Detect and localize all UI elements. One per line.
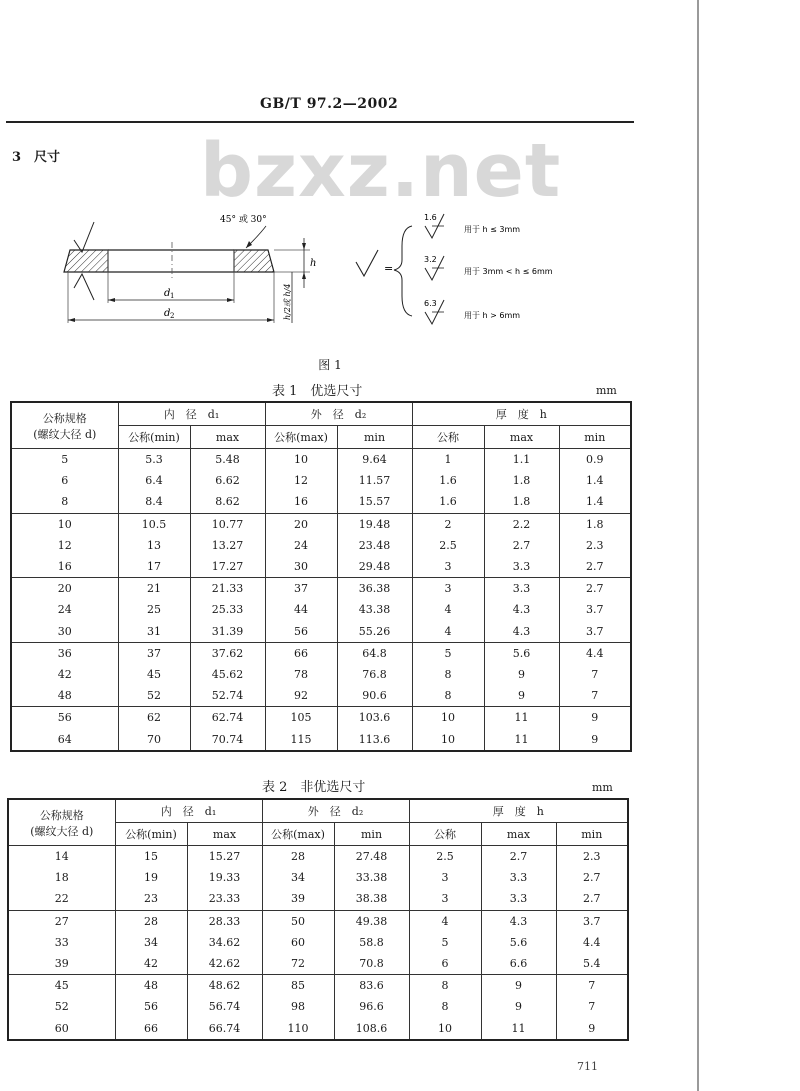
table-row [11,685,631,707]
table-row [11,707,631,729]
inner-max-cell: 34.62 [187,932,262,953]
thickness-min-cell: 5.4 [556,953,628,975]
nominal-size-header [8,799,115,846]
thickness-min-cell: 9 [559,707,631,729]
thickness-min-cell: 3.7 [556,910,628,932]
table1-caption: 表 1 优选尺寸 [272,384,363,399]
inner-nominal-cell: 37 [118,642,190,664]
outer-nominal-cell: 37 [265,578,337,600]
thickness-nominal-cell: 4 [409,910,481,932]
inner-nominal-cell: 19 [115,867,187,888]
thickness-min-cell: 2.3 [556,846,628,868]
inner-max-cell: 5.48 [190,449,265,471]
outer-min-header: min [337,426,412,449]
thickness-max-cell: 3.3 [481,888,556,910]
d1-subscript: 1 [170,292,175,300]
nominal-size-cell: 30 [11,621,118,643]
thickness-min-cell: 4.4 [556,932,628,953]
nominal-size-cell: 36 [11,642,118,664]
outer-min-cell: 55.26 [337,621,412,643]
table-row [8,932,628,953]
inner-max-cell: 48.62 [187,975,262,997]
nominal-size-cell: 12 [11,535,118,556]
inner-max-cell: 31.39 [190,621,265,643]
inner-nominal-cell: 52 [118,685,190,707]
inner-nominal-cell: 66 [115,1018,187,1040]
table1 [10,401,632,752]
outer-min-cell: 38.38 [334,888,409,910]
nominal-size-cell: 10 [11,513,118,535]
h-half-label: h/2或 h/4 [283,283,292,320]
inner-nominal-cell: 62 [118,707,190,729]
table-row [8,1018,628,1040]
roughness-3-value: 6.3 [424,299,437,308]
outer-diameter-header: 外 径 d₂ [265,402,412,426]
thickness-min-cell: 9 [559,728,631,750]
thickness-min-cell: 7 [559,685,631,707]
outer-nominal-cell: 39 [262,888,334,910]
thickness-nominal-cell: 6 [409,953,481,975]
outer-min-cell: 49.38 [334,910,409,932]
thickness-min-cell: 7 [556,975,628,997]
thickness-max-cell: 11 [484,728,559,750]
outer-nominal-cell: 98 [262,996,334,1017]
outer-nominal-cell: 66 [265,642,337,664]
nominal-size-header-line1: 公称规格 [42,411,87,425]
thickness-nominal-cell: 2 [412,513,484,535]
nominal-size-cell: 33 [8,932,115,953]
nominal-size-cell: 18 [8,867,115,888]
outer-min-cell: 15.57 [337,491,412,513]
inner-nominal-cell: 5.3 [118,449,190,471]
nominal-size-cell: 27 [8,910,115,932]
nominal-size-cell: 8 [11,491,118,513]
roughness-2-value: 3.2 [424,255,437,264]
thickness-min-cell: 4.4 [559,642,631,664]
table-row [11,449,631,471]
inner-diameter-header: 内 径 d₁ [115,799,262,823]
inner-nominal-cell: 48 [115,975,187,997]
thickness-nominal-cell: 2.5 [412,535,484,556]
thickness-max-cell: 6.6 [481,953,556,975]
thickness-max-cell: 9 [481,975,556,997]
thickness-nominal-cell: 5 [409,932,481,953]
inner-max-cell: 42.62 [187,953,262,975]
nominal-size-header-line2: (螺纹大径 d) [30,824,94,838]
table-row [11,621,631,643]
inner-max-cell: 62.74 [190,707,265,729]
outer-min-cell: 9.64 [337,449,412,471]
dimension-d2 [68,308,274,322]
table-row [11,513,631,535]
d1-label: d [164,288,171,299]
nominal-size-cell: 16 [11,556,118,578]
outer-nominal-cell: 50 [262,910,334,932]
thickness-nominal-cell: 4 [412,599,484,620]
table-row [11,535,631,556]
thickness-min-cell: 2.7 [559,556,631,578]
d2-subscript: 2 [170,312,175,320]
outer-min-cell: 36.38 [337,578,412,600]
inner-max-cell: 19.33 [187,867,262,888]
nominal-size-header-line1: 公称规格 [39,808,84,822]
outer-diameter-header: 外 径 d₂ [262,799,409,823]
thickness-min-cell: 2.7 [559,578,631,600]
thickness-nominal-cell: 10 [409,1018,481,1040]
thickness-max-header: max [481,823,556,846]
nominal-size-cell: 60 [8,1018,115,1040]
table-row [8,953,628,975]
thickness-max-cell: 2.7 [481,846,556,868]
thickness-min-cell: 0.9 [559,449,631,471]
outer-nominal-cell: 56 [265,621,337,643]
outer-nominal-cell: 30 [265,556,337,578]
inner-nominal-cell: 8.4 [118,491,190,513]
inner-max-cell: 25.33 [190,599,265,620]
thickness-max-cell: 11 [481,1018,556,1040]
thickness-nominal-cell: 3 [412,556,484,578]
thickness-min-cell: 3.7 [559,599,631,620]
nominal-size-cell: 24 [11,599,118,620]
outer-min-cell: 108.6 [334,1018,409,1040]
inner-max-cell: 15.27 [187,846,262,868]
legend-equals: = [384,262,394,275]
nominal-size-header [11,402,118,449]
inner-nominal-cell: 34 [115,932,187,953]
inner-nominal-cell: 21 [118,578,190,600]
outer-min-cell: 96.6 [334,996,409,1017]
inner-max-cell: 6.62 [190,470,265,491]
outer-nominal-cell: 16 [265,491,337,513]
thickness-min-cell: 3.7 [559,621,631,643]
outer-min-cell: 33.38 [334,867,409,888]
thickness-min-cell: 2.7 [556,888,628,910]
inner-nominal-cell: 45 [118,664,190,685]
outer-nominal-cell: 10 [265,449,337,471]
outer-nominal-header: 公称(max) [262,823,334,846]
thickness-min-cell: 2.7 [556,867,628,888]
outer-nominal-header: 公称(max) [265,426,337,449]
outer-min-header: min [334,823,409,846]
nominal-size-cell: 20 [11,578,118,600]
table1-unit: mm [596,384,617,397]
outer-nominal-cell: 92 [265,685,337,707]
outer-min-cell: 58.8 [334,932,409,953]
washer-section-figure [60,208,580,328]
h-label: h [310,258,317,269]
outer-nominal-cell: 110 [262,1018,334,1040]
roughness-entry-2 [424,255,553,280]
outer-nominal-cell: 78 [265,664,337,685]
outer-nominal-cell: 85 [262,975,334,997]
thickness-max-cell: 9 [484,664,559,685]
outer-nominal-cell: 20 [265,513,337,535]
thickness-nominal-cell: 8 [412,664,484,685]
outer-nominal-cell: 115 [265,728,337,750]
thickness-header: 厚 度 h [412,402,631,426]
thickness-nominal-cell: 3 [409,867,481,888]
thickness-nominal-cell: 3 [409,888,481,910]
outer-min-cell: 90.6 [337,685,412,707]
thickness-min-cell: 2.3 [559,535,631,556]
header-rule [6,121,634,123]
nominal-size-cell: 45 [8,975,115,997]
thickness-max-cell: 2.2 [484,513,559,535]
inner-max-cell: 70.74 [190,728,265,750]
table-row [8,996,628,1017]
outer-min-cell: 64.8 [337,642,412,664]
inner-max-cell: 17.27 [190,556,265,578]
inner-nominal-cell: 6.4 [118,470,190,491]
d2-label: d [164,308,171,319]
outer-min-cell: 11.57 [337,470,412,491]
thickness-nominal-cell: 10 [412,728,484,750]
roughness-3-usage: 用于 h > 6mm [464,311,521,320]
inner-max-cell: 10.77 [190,513,265,535]
inner-nominal-cell: 31 [118,621,190,643]
nominal-size-cell: 56 [11,707,118,729]
thickness-nominal-cell: 3 [412,578,484,600]
thickness-nominal-header: 公称 [412,426,484,449]
inner-max-cell: 37.62 [190,642,265,664]
table-row [8,888,628,910]
inner-nominal-cell: 17 [118,556,190,578]
table-row [11,578,631,600]
thickness-max-cell: 4.3 [481,910,556,932]
thickness-nominal-cell: 1.6 [412,470,484,491]
thickness-min-header: min [556,823,628,846]
table-row [8,910,628,932]
dimension-h [274,238,316,323]
outer-min-cell: 113.6 [337,728,412,750]
standard-number: GB/T 97.2—2002 [260,96,399,112]
inner-nominal-cell: 13 [118,535,190,556]
roughness-legend [356,213,553,324]
nominal-size-cell: 6 [11,470,118,491]
table-row [11,556,631,578]
thickness-min-cell: 7 [559,664,631,685]
outer-nominal-cell: 72 [262,953,334,975]
thickness-min-cell: 1.4 [559,470,631,491]
inner-nominal-cell: 15 [115,846,187,868]
thickness-nominal-cell: 1.6 [412,491,484,513]
dimension-d1 [108,288,234,302]
thickness-header: 厚 度 h [409,799,628,823]
inner-max-cell: 28.33 [187,910,262,932]
thickness-max-header: max [484,426,559,449]
washer-right-section [234,250,274,272]
inner-max-cell: 45.62 [190,664,265,685]
outer-min-cell: 43.38 [337,599,412,620]
table-row [11,491,631,513]
table-row [11,728,631,750]
inner-max-cell: 56.74 [187,996,262,1017]
thickness-max-cell: 5.6 [484,642,559,664]
outer-min-cell: 70.8 [334,953,409,975]
thickness-min-cell: 1.4 [559,491,631,513]
page-number: 711 [577,1060,598,1073]
nominal-size-cell: 5 [11,449,118,471]
outer-min-cell: 23.48 [337,535,412,556]
thickness-min-cell: 7 [556,996,628,1017]
nominal-size-cell: 39 [8,953,115,975]
outer-min-cell: 83.6 [334,975,409,997]
inner-max-cell: 23.33 [187,888,262,910]
roughness-entry-1 [424,213,520,238]
thickness-nominal-header: 公称 [409,823,481,846]
inner-diameter-header: 内 径 d₁ [118,402,265,426]
inner-nominal-cell: 10.5 [118,513,190,535]
outer-nominal-cell: 12 [265,470,337,491]
thickness-max-cell: 4.3 [484,621,559,643]
inner-max-header: max [187,823,262,846]
thickness-max-cell: 2.7 [484,535,559,556]
nominal-size-cell: 48 [11,685,118,707]
outer-nominal-cell: 34 [262,867,334,888]
thickness-max-cell: 1.1 [484,449,559,471]
inner-nominal-cell: 25 [118,599,190,620]
table1-body [11,449,631,751]
outer-nominal-cell: 24 [265,535,337,556]
thickness-nominal-cell: 8 [412,685,484,707]
thickness-max-cell: 11 [484,707,559,729]
outer-min-cell: 29.48 [337,556,412,578]
table2-body [8,846,628,1040]
roughness-1-value: 1.6 [424,213,437,222]
nominal-size-cell: 52 [8,996,115,1017]
outer-nominal-cell: 60 [262,932,334,953]
thickness-min-cell: 9 [556,1018,628,1040]
thickness-max-cell: 4.3 [484,599,559,620]
thickness-nominal-cell: 5 [412,642,484,664]
inner-max-cell: 21.33 [190,578,265,600]
table-row [8,846,628,868]
inner-max-cell: 66.74 [187,1018,262,1040]
chamfer-angle-label: 45° 或 30° [220,215,267,225]
thickness-min-header: min [559,426,631,449]
outer-min-cell: 27.48 [334,846,409,868]
outer-nominal-cell: 28 [262,846,334,868]
inner-max-cell: 52.74 [190,685,265,707]
thickness-max-cell: 1.8 [484,491,559,513]
inner-nominal-cell: 23 [115,888,187,910]
thickness-max-cell: 9 [481,996,556,1017]
inner-nominal-header: 公称(min) [118,426,190,449]
table-row [11,599,631,620]
inner-nominal-header: 公称(min) [115,823,187,846]
thickness-nominal-cell: 10 [412,707,484,729]
inner-max-header: max [190,426,265,449]
outer-min-cell: 19.48 [337,513,412,535]
washer-left-section [64,250,108,272]
page-binding-line [697,0,699,1091]
nominal-size-cell: 64 [11,728,118,750]
inner-max-cell: 8.62 [190,491,265,513]
outer-min-cell: 103.6 [337,707,412,729]
thickness-max-cell: 3.3 [484,578,559,600]
inner-nominal-cell: 56 [115,996,187,1017]
inner-nominal-cell: 28 [115,910,187,932]
outer-min-cell: 76.8 [337,664,412,685]
nominal-size-header-line2: (螺纹大径 d) [33,427,97,441]
thickness-max-cell: 3.3 [481,867,556,888]
watermark: bzxz.net [200,128,562,214]
washer-body [64,250,274,272]
table-row [11,642,631,664]
section-heading: 3 尺寸 [12,150,61,165]
outer-nominal-cell: 105 [265,707,337,729]
table-row [11,470,631,491]
thickness-max-cell: 1.8 [484,470,559,491]
inner-nominal-cell: 70 [118,728,190,750]
thickness-max-cell: 9 [484,685,559,707]
nominal-size-cell: 42 [11,664,118,685]
outer-nominal-cell: 44 [265,599,337,620]
table2-unit: mm [592,781,613,794]
thickness-nominal-cell: 8 [409,996,481,1017]
thickness-nominal-cell: 2.5 [409,846,481,868]
inner-max-cell: 13.27 [190,535,265,556]
table-row [8,975,628,997]
thickness-nominal-cell: 8 [409,975,481,997]
thickness-min-cell: 1.8 [559,513,631,535]
table-row [8,867,628,888]
thickness-nominal-cell: 1 [412,449,484,471]
nominal-size-cell: 14 [8,846,115,868]
figure-caption: 图 1 [318,358,342,372]
thickness-max-cell: 5.6 [481,932,556,953]
table-row [11,664,631,685]
roughness-entry-3 [424,299,520,324]
roughness-2-usage: 用于 3mm < h ≤ 6mm [464,267,553,276]
table2 [7,798,629,1041]
nominal-size-cell: 22 [8,888,115,910]
inner-nominal-cell: 42 [115,953,187,975]
thickness-nominal-cell: 4 [412,621,484,643]
roughness-1-usage: 用于 h ≤ 3mm [464,225,521,234]
thickness-max-cell: 3.3 [484,556,559,578]
table2-caption: 表 2 非优选尺寸 [262,780,366,795]
